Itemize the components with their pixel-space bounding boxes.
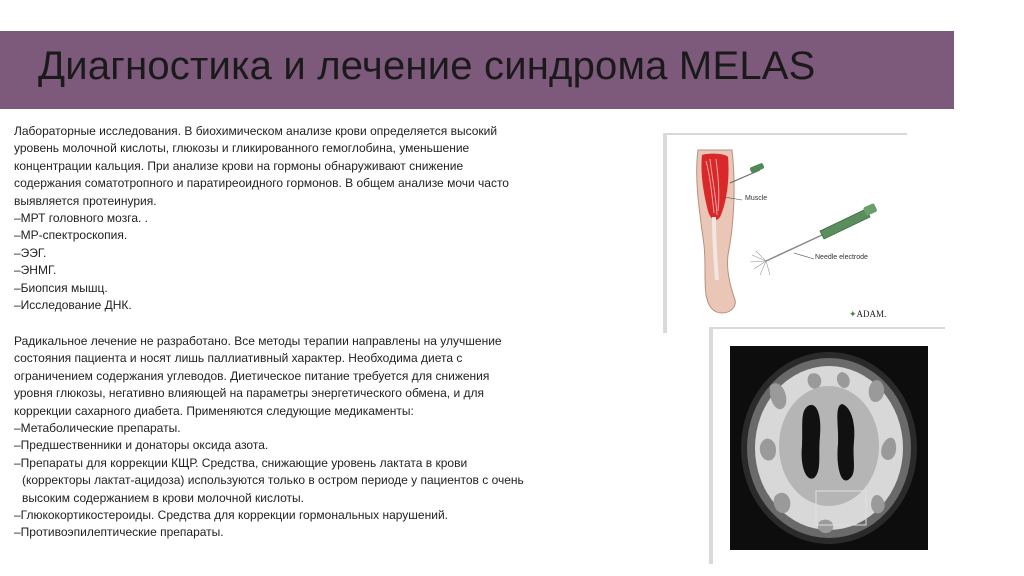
lab-list-item: –МР-спектроскопия.: [14, 228, 128, 243]
treatment-line: ограничением содержания углеводов. Диетическое питание требуется для снижения: [14, 368, 490, 383]
treatment-list-item: –Метаболические препараты.: [14, 421, 181, 436]
lab-section: [14, 123, 602, 314]
treatment-list-item-continuation: высоким содержанием в крови молочной кислоты.: [22, 490, 304, 505]
treatment-list-item: –Предшественники и донаторы оксида азота.: [14, 438, 269, 453]
treatment-section: [14, 333, 602, 542]
lab-list-item: –ЭЭГ.: [14, 245, 47, 260]
mri-scan: [730, 346, 928, 550]
treatment-list-item: –Препараты для коррекции КЩР. Средства, снижающие уровень лактата в крови: [14, 455, 468, 470]
treatment-line: коррекции сахарного диабета. Применяются следующие медикаменты:: [14, 403, 414, 418]
lab-list-item: –ЭНМГ.: [14, 263, 57, 278]
lab-line: выявляется протеинурия.: [14, 193, 157, 208]
lab-line: содержания соматотропного и паратиреоидного гормонов. В общем анализе мочи часто: [14, 176, 509, 191]
treatment-line: уровня глюкозы, негативно влияющей на параметры энергетического обмена, и для: [14, 386, 484, 401]
treatment-list-item: –Противоэпилептические препараты.: [14, 525, 224, 540]
treatment-list-item: –Глюкокортикостероиды. Средства для коррекции гормональных нарушений.: [14, 508, 448, 523]
needle-electrode-label: Needle electrode: [815, 254, 868, 261]
emg-illustration: [690, 145, 890, 320]
mri-image: [730, 346, 928, 550]
lab-line: уровень молочной кислоты, глюкозы и гликированного гемоглобина, уменьшение: [14, 141, 470, 156]
treatment-line: Радикальное лечение не разработано. Все методы терапии направлены на улучшение: [14, 334, 502, 348]
adam-logo-mark-icon: ✦: [849, 309, 857, 319]
muscle-label: Muscle: [745, 195, 768, 202]
lab-list-item: –Биопсия мышц.: [14, 280, 108, 295]
lab-line: Лабораторные исследования. В биохимическом анализе крови определяется высокий: [14, 124, 498, 138]
adam-logo: [849, 309, 886, 320]
adam-logo-text: ADAM.: [856, 309, 887, 319]
lab-line: концентрации кальция. При анализе крови на гормоны обнаруживают снижение: [14, 158, 464, 173]
slide-title: Диагностика и лечение синдрома MELAS: [38, 44, 816, 88]
lab-list-item: –МРТ головного мозга. .: [14, 211, 149, 226]
lab-list-item: –Исследование ДНК.: [14, 298, 132, 313]
left-ventricle: [802, 405, 821, 479]
treatment-line: состояния пациента и носят лишь паллиативный характер. Необходима диета с: [14, 351, 463, 366]
treatment-list-item-continuation: (корректоры лактат-ацидоза) используются только в остром периоде у пациентов с очень: [22, 473, 524, 488]
